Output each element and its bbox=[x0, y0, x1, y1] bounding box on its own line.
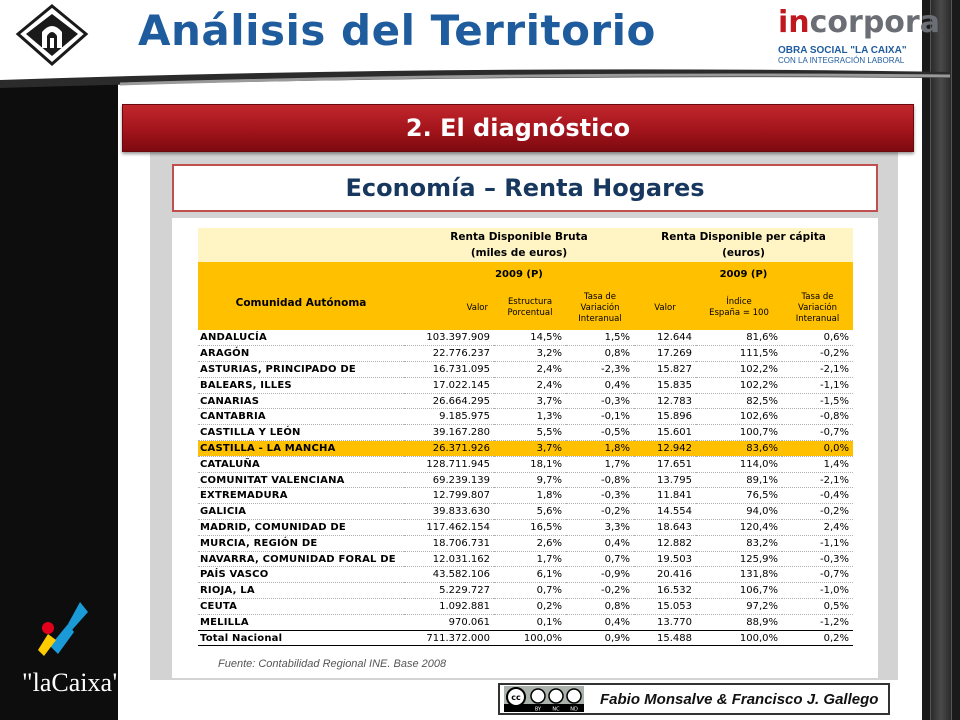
row-value: -1,5% bbox=[782, 393, 853, 409]
row-region: MADRID, COMUNIDAD DE bbox=[198, 520, 404, 536]
row-value: 16.532 bbox=[634, 583, 696, 599]
income-table bbox=[198, 228, 853, 646]
row-value: -0,2% bbox=[566, 583, 634, 599]
row-value: 22.776.237 bbox=[404, 346, 494, 362]
row-value: -1,0% bbox=[782, 583, 853, 599]
row-value: 970.061 bbox=[404, 614, 494, 630]
row-value: 0,2% bbox=[494, 599, 566, 615]
row-value: 82,5% bbox=[696, 393, 782, 409]
table-row bbox=[198, 504, 853, 520]
row-value: 100,0% bbox=[696, 630, 782, 646]
row-region: CASTILLA Y LEÓN bbox=[198, 425, 404, 441]
section-banner bbox=[122, 104, 914, 152]
table-row bbox=[198, 567, 853, 583]
row-value: 5,5% bbox=[494, 425, 566, 441]
header-region: Comunidad Autónoma bbox=[198, 262, 404, 330]
row-value: 125,9% bbox=[696, 551, 782, 567]
row-value: 102,2% bbox=[696, 362, 782, 378]
row-value: -0,8% bbox=[566, 472, 634, 488]
row-region: CATALUÑA bbox=[198, 456, 404, 472]
row-value: 1,7% bbox=[566, 456, 634, 472]
row-value: 1,3% bbox=[494, 409, 566, 425]
row-region: NAVARRA, COMUNIDAD FORAL DE bbox=[198, 551, 404, 567]
tasa2-l1: Tasa de bbox=[801, 291, 834, 302]
table-row bbox=[198, 377, 853, 393]
row-value: 43.582.106 bbox=[404, 567, 494, 583]
row-value: 83,2% bbox=[696, 535, 782, 551]
row-value: 1,7% bbox=[494, 551, 566, 567]
row-value: 16,5% bbox=[494, 520, 566, 536]
row-value: 0,8% bbox=[566, 346, 634, 362]
table-row bbox=[198, 441, 853, 457]
table-row bbox=[198, 583, 853, 599]
row-value: 100,0% bbox=[494, 630, 566, 646]
row-value: 11.841 bbox=[634, 488, 696, 504]
row-value: 128.711.945 bbox=[404, 456, 494, 472]
row-value: 83,6% bbox=[696, 441, 782, 457]
right-sidebar-band bbox=[922, 0, 960, 720]
table-row bbox=[198, 362, 853, 378]
row-value: 26.371.926 bbox=[404, 441, 494, 457]
right-decorative-bar bbox=[930, 0, 952, 720]
tasa1-l1: Tasa de bbox=[584, 291, 616, 302]
row-region: BALEARS, ILLES bbox=[198, 377, 404, 393]
row-value: 1,8% bbox=[566, 441, 634, 457]
row-value: 26.664.295 bbox=[404, 393, 494, 409]
row-value: 0,4% bbox=[566, 535, 634, 551]
row-value: 15.896 bbox=[634, 409, 696, 425]
group2-unit: (euros) bbox=[722, 247, 765, 259]
table-row bbox=[198, 456, 853, 472]
row-value: 0,0% bbox=[782, 441, 853, 457]
header-estructura bbox=[494, 286, 566, 330]
row-value: 15.053 bbox=[634, 599, 696, 615]
table-row bbox=[198, 614, 853, 630]
row-value: 39.167.280 bbox=[404, 425, 494, 441]
group2-label: Renta Disponible per cápita bbox=[661, 231, 826, 243]
row-value: 1,8% bbox=[494, 488, 566, 504]
table-row bbox=[198, 599, 853, 615]
row-value: -0,5% bbox=[566, 425, 634, 441]
logo-line3: CON LA INTEGRACIÓN LABORAL bbox=[778, 56, 905, 65]
la-caixa-logo-text: "laCaixa" bbox=[22, 668, 123, 697]
row-value: 0,8% bbox=[566, 599, 634, 615]
indice-l2: España = 100 bbox=[709, 308, 769, 318]
row-value: -2,3% bbox=[566, 362, 634, 378]
group1-unit: (miles de euros) bbox=[470, 247, 568, 259]
table-row bbox=[198, 346, 853, 362]
row-value: 0,2% bbox=[782, 630, 853, 646]
header-group-bruta bbox=[404, 228, 634, 262]
table-row bbox=[198, 409, 853, 425]
row-region: CANTABRIA bbox=[198, 409, 404, 425]
row-value: 15.601 bbox=[634, 425, 696, 441]
indice-l1: Índice bbox=[726, 297, 752, 307]
la-caixa-star-icon bbox=[28, 598, 98, 664]
cc-nc-label: NC bbox=[552, 706, 560, 712]
row-value: -2,1% bbox=[782, 472, 853, 488]
row-value: 15.488 bbox=[634, 630, 696, 646]
row-value: 16.731.095 bbox=[404, 362, 494, 378]
row-value: 5,6% bbox=[494, 504, 566, 520]
tasa2-l2: Variación bbox=[797, 302, 838, 313]
row-value: 18,1% bbox=[494, 456, 566, 472]
row-value: 2,4% bbox=[782, 520, 853, 536]
row-value: -1,2% bbox=[782, 614, 853, 630]
row-region: EXTREMADURA bbox=[198, 488, 404, 504]
row-value: -2,1% bbox=[782, 362, 853, 378]
row-value: 89,1% bbox=[696, 472, 782, 488]
row-value: 0,4% bbox=[566, 377, 634, 393]
estructura-l2: Porcentual bbox=[507, 308, 553, 318]
row-value: 3,7% bbox=[494, 441, 566, 457]
row-value: 20.416 bbox=[634, 567, 696, 583]
row-value: 102,6% bbox=[696, 409, 782, 425]
cc-nd-label: ND bbox=[570, 706, 578, 712]
row-value: 131,8% bbox=[696, 567, 782, 583]
row-value: 76,5% bbox=[696, 488, 782, 504]
header-valor2: Valor bbox=[634, 286, 696, 330]
row-value: 120,4% bbox=[696, 520, 782, 536]
header-group-percapita bbox=[634, 228, 853, 262]
header bbox=[0, 0, 940, 80]
table-row bbox=[198, 551, 853, 567]
header-valor1: Valor bbox=[404, 286, 494, 330]
row-value: 12.882 bbox=[634, 535, 696, 551]
row-value: 114,0% bbox=[696, 456, 782, 472]
row-value: 19.503 bbox=[634, 551, 696, 567]
row-value: 102,2% bbox=[696, 377, 782, 393]
header-indice bbox=[696, 286, 782, 330]
row-value: 9.185.975 bbox=[404, 409, 494, 425]
header-year2: 2009 (P) bbox=[634, 262, 853, 286]
row-value: 9,7% bbox=[494, 472, 566, 488]
row-region: MELILLA bbox=[198, 614, 404, 630]
table-body bbox=[198, 330, 853, 646]
row-value: 81,6% bbox=[696, 330, 782, 346]
row-value: -0,2% bbox=[782, 346, 853, 362]
row-value: 6,1% bbox=[494, 567, 566, 583]
header-year1: 2009 (P) bbox=[404, 262, 634, 286]
row-value: -0,3% bbox=[566, 393, 634, 409]
row-value: 18.643 bbox=[634, 520, 696, 536]
row-value: 14,5% bbox=[494, 330, 566, 346]
header-swoosh bbox=[0, 64, 950, 92]
row-region: ARAGÓN bbox=[198, 346, 404, 362]
incorpora-logo bbox=[778, 5, 940, 65]
row-value: 106,7% bbox=[696, 583, 782, 599]
table-row bbox=[198, 488, 853, 504]
row-value: -0,8% bbox=[782, 409, 853, 425]
row-value: 17.651 bbox=[634, 456, 696, 472]
row-region: ANDALUCÍA bbox=[198, 330, 404, 346]
source-note: Fuente: Contabilidad Regional INE. Base 2008 bbox=[218, 658, 447, 670]
row-value: 94,0% bbox=[696, 504, 782, 520]
row-value: 12.783 bbox=[634, 393, 696, 409]
tasa1-l3: Interanual bbox=[578, 313, 622, 324]
subtitle-box bbox=[172, 164, 878, 212]
row-value: -0,7% bbox=[782, 425, 853, 441]
row-region: GALICIA bbox=[198, 504, 404, 520]
row-region: CEUTA bbox=[198, 599, 404, 615]
creative-commons-icon bbox=[504, 686, 584, 712]
row-value: 5.229.727 bbox=[404, 583, 494, 599]
table-row bbox=[198, 425, 853, 441]
row-value: 1.092.881 bbox=[404, 599, 494, 615]
table-row bbox=[198, 472, 853, 488]
row-value: 711.372.000 bbox=[404, 630, 494, 646]
row-value: 13.770 bbox=[634, 614, 696, 630]
authors-text: Fabio Monsalve & Francisco J. Gallego bbox=[600, 690, 879, 708]
row-value: 2,4% bbox=[494, 377, 566, 393]
row-value: 15.835 bbox=[634, 377, 696, 393]
row-value: 18.706.731 bbox=[404, 535, 494, 551]
row-value: 39.833.630 bbox=[404, 504, 494, 520]
section-title: 2. El diagnóstico bbox=[405, 114, 631, 142]
row-value: 0,4% bbox=[566, 614, 634, 630]
logo-corpora: corpora bbox=[809, 5, 940, 40]
header-tasa2 bbox=[782, 286, 853, 330]
row-value: 13.795 bbox=[634, 472, 696, 488]
row-value: 100,7% bbox=[696, 425, 782, 441]
row-region: ASTURIAS, PRINCIPADO DE bbox=[198, 362, 404, 378]
university-emblem-icon bbox=[14, 4, 90, 66]
tasa1-l2: Variación bbox=[580, 302, 620, 313]
row-region: CANARIAS bbox=[198, 393, 404, 409]
row-value: 117.462.154 bbox=[404, 520, 494, 536]
row-region: Total Nacional bbox=[198, 630, 404, 646]
row-value: -0,3% bbox=[782, 551, 853, 567]
row-value: 17.022.145 bbox=[404, 377, 494, 393]
row-value: -0,2% bbox=[566, 504, 634, 520]
row-value: 97,2% bbox=[696, 599, 782, 615]
table-row bbox=[198, 630, 853, 646]
header-blank bbox=[198, 228, 404, 262]
header-tasa1 bbox=[566, 286, 634, 330]
row-value: 2,6% bbox=[494, 535, 566, 551]
row-value: 2,4% bbox=[494, 362, 566, 378]
row-region: MURCIA, REGIÓN DE bbox=[198, 535, 404, 551]
page-title: Análisis del Territorio bbox=[138, 6, 656, 55]
table-header-years bbox=[198, 262, 853, 286]
row-value: 15.827 bbox=[634, 362, 696, 378]
row-value: 111,5% bbox=[696, 346, 782, 362]
row-value: -0,7% bbox=[782, 567, 853, 583]
estructura-l1: Estructura bbox=[507, 297, 553, 307]
row-value: -0,9% bbox=[566, 567, 634, 583]
table-row bbox=[198, 330, 853, 346]
logo-line2: OBRA SOCIAL "LA CAIXA" bbox=[778, 45, 907, 56]
table-header-groups bbox=[198, 228, 853, 262]
row-value: 1,5% bbox=[566, 330, 634, 346]
row-value: 69.239.139 bbox=[404, 472, 494, 488]
row-value: 0,9% bbox=[566, 630, 634, 646]
row-region: PAÍS VASCO bbox=[198, 567, 404, 583]
row-value: 17.269 bbox=[634, 346, 696, 362]
row-value: 1,4% bbox=[782, 456, 853, 472]
row-value: -1,1% bbox=[782, 535, 853, 551]
row-region: CASTILLA - LA MANCHA bbox=[198, 441, 404, 457]
row-value: 14.554 bbox=[634, 504, 696, 520]
row-value: 12.799.807 bbox=[404, 488, 494, 504]
row-value: -0,3% bbox=[566, 488, 634, 504]
group1-label: Renta Disponible Bruta bbox=[450, 231, 588, 243]
subtitle-text: Economía – Renta Hogares bbox=[345, 174, 705, 202]
row-value: 0,1% bbox=[494, 614, 566, 630]
footer-credits bbox=[498, 683, 890, 715]
row-value: 3,3% bbox=[566, 520, 634, 536]
row-value: -0,4% bbox=[782, 488, 853, 504]
tasa2-l3: Interanual bbox=[795, 313, 840, 324]
row-value: 0,7% bbox=[566, 551, 634, 567]
row-value: 0,7% bbox=[494, 583, 566, 599]
row-value: 12.942 bbox=[634, 441, 696, 457]
row-value: 103.397.909 bbox=[404, 330, 494, 346]
row-value: 88,9% bbox=[696, 614, 782, 630]
cc-by-label: BY bbox=[534, 706, 542, 712]
row-value: 0,6% bbox=[782, 330, 853, 346]
row-value: 12.644 bbox=[634, 330, 696, 346]
row-value: 0,5% bbox=[782, 599, 853, 615]
table-row bbox=[198, 520, 853, 536]
table-row bbox=[198, 393, 853, 409]
row-region: COMUNITAT VALENCIANA bbox=[198, 472, 404, 488]
logo-in: in bbox=[778, 5, 810, 40]
row-value: -0,2% bbox=[782, 504, 853, 520]
svg-text:cc: cc bbox=[511, 693, 521, 702]
row-value: 3,7% bbox=[494, 393, 566, 409]
row-region: RIOJA, LA bbox=[198, 583, 404, 599]
row-value: 3,2% bbox=[494, 346, 566, 362]
table-row bbox=[198, 535, 853, 551]
row-value: -1,1% bbox=[782, 377, 853, 393]
row-value: 12.031.162 bbox=[404, 551, 494, 567]
row-value: -0,1% bbox=[566, 409, 634, 425]
